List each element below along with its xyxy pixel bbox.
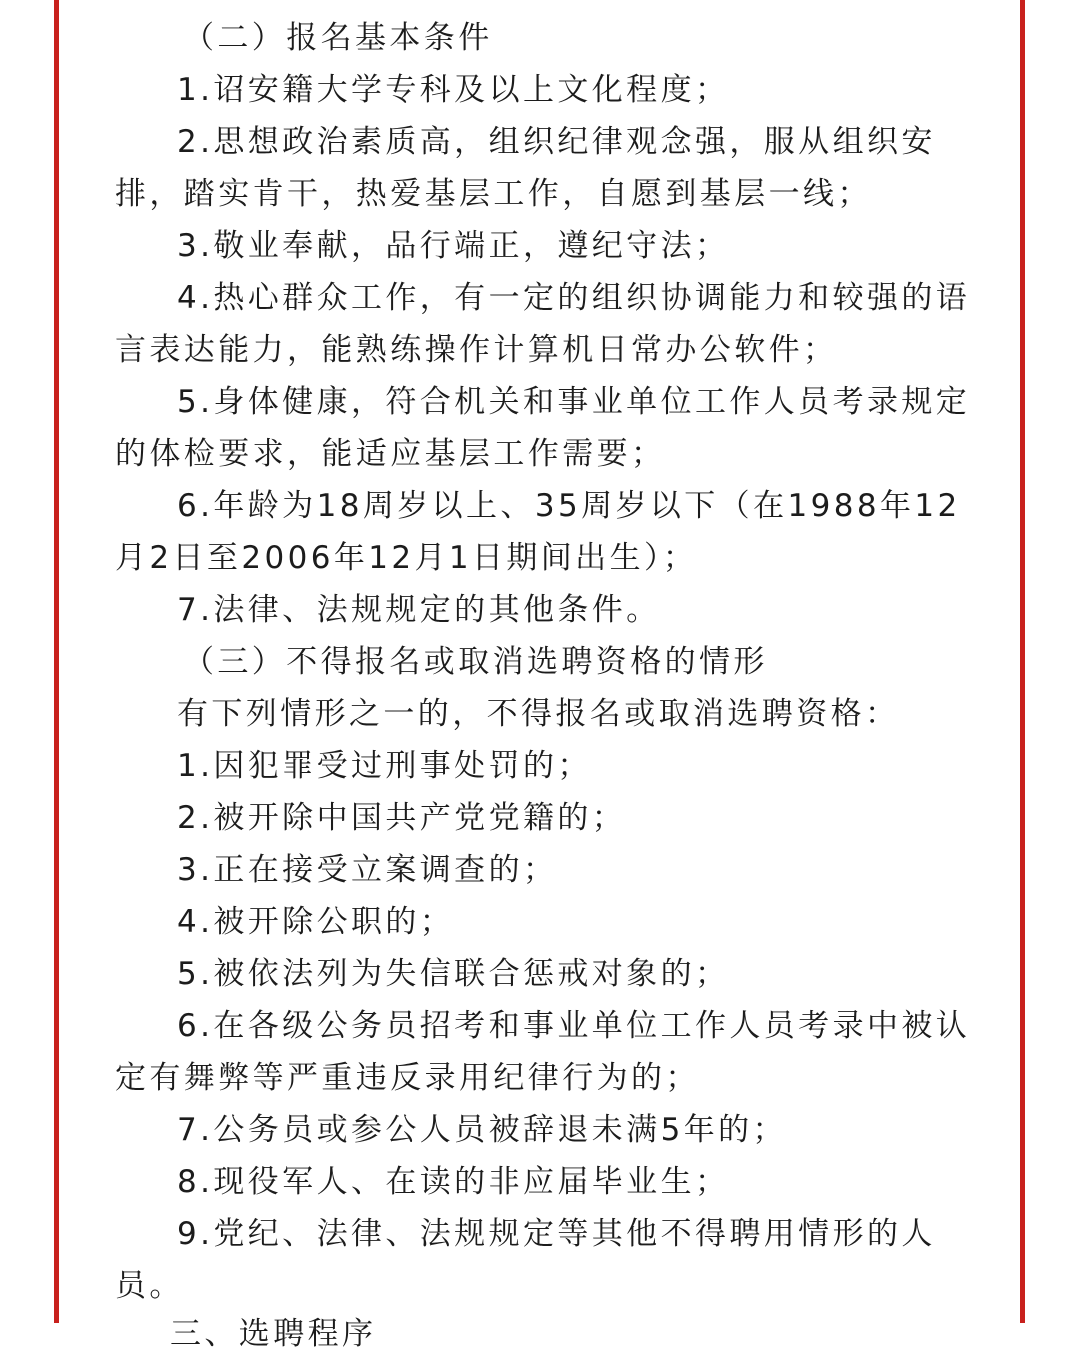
condition-item: 7.法律、法规规定的其他条件。 — [177, 592, 661, 628]
left-red-border — [54, 0, 59, 1323]
disqualification-item: 9.党纪、法律、法规规定等其他不得聘用情形的人员。 — [115, 1216, 936, 1304]
disqualification-item: 5.被依法列为失信联合惩戒对象的； — [177, 956, 730, 992]
disqualification-item: 2.被开除中国共产党党籍的； — [177, 800, 627, 836]
condition-item: 3.敬业奉献，品行端正，遵纪守法； — [177, 228, 730, 264]
disqualification-item: 6.在各级公务员招考和事业单位工作人员考录中被认定有舞弊等严重违反录用纪律行为的； — [115, 1008, 971, 1096]
disqualification-item: 4.被开除公职的； — [177, 904, 455, 940]
condition-item: 1.诏安籍大学专科及以上文化程度； — [177, 72, 730, 108]
disqualification-item: 7.公务员或参公人员被辞退未满5年的； — [177, 1112, 787, 1148]
condition-item: 2.思想政治素质高，组织纪律观念强，服从组织安排，踏实肯干，热爱基层工作，自愿到基层一线； — [115, 124, 936, 212]
section-heading-basic-conditions: （二）报名基本条件 — [183, 20, 493, 56]
right-red-border — [1020, 0, 1025, 1323]
section-heading-selection-procedure-cutoff: 三、选聘程序 — [170, 1316, 377, 1352]
article-body — [115, 12, 975, 1312]
disqualification-item: 8.现役军人、在读的非应届毕业生； — [177, 1164, 730, 1200]
condition-item: 4.热心群众工作，有一定的组织协调能力和较强的语言表达能力，能熟练操作计算机日常办公软件； — [115, 280, 971, 368]
section-heading-disqualification: （三）不得报名或取消选聘资格的情形 — [183, 644, 768, 680]
condition-item: 6.年龄为18周岁以上、35周岁以下（在1988年12月2日至2006年12月1日期间出生）； — [115, 488, 961, 576]
disqualification-intro: 有下列情形之一的，不得报名或取消选聘资格： — [177, 696, 900, 732]
disqualification-item: 3.正在接受立案调查的； — [177, 852, 558, 888]
disqualification-item: 1.因犯罪受过刑事处罚的； — [177, 748, 592, 784]
condition-item: 5.身体健康，符合机关和事业单位工作人员考录规定的体检要求，能适应基层工作需要； — [115, 384, 971, 472]
